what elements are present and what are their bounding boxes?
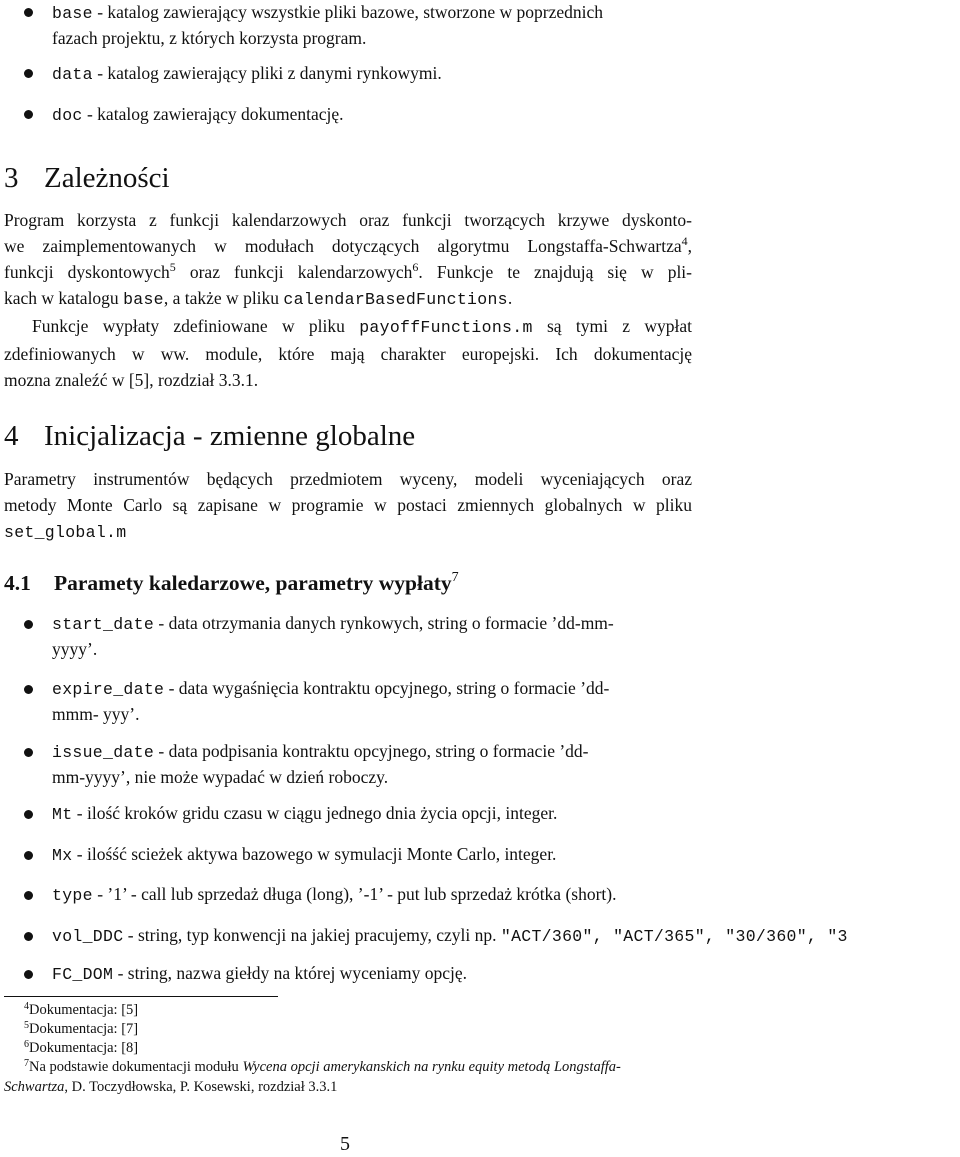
bullet-icon	[24, 69, 33, 78]
list-item-param	[52, 842, 702, 868]
param-description: - ilośść scieżek aktywa bazowego w symulacji Monte Carlo, integer.	[72, 844, 557, 864]
bullet-icon	[24, 810, 33, 819]
param-name: Mx	[52, 846, 73, 865]
dir-description: - katalog zawierający dokumentację.	[82, 104, 344, 124]
paragraph-line: Funkcje wypłaty zdefiniowane w pliku payoffFunctions.m są tymi z wypłat	[32, 316, 692, 337]
list-item-param	[52, 676, 702, 727]
footnote-text: Na podstawie dokumentacji modułu	[29, 1059, 243, 1075]
list-item-param	[52, 611, 702, 662]
footnote-ref: 5	[169, 260, 176, 274]
param-name: issue_date	[52, 743, 155, 762]
section-4-paragraph	[4, 466, 692, 546]
subsection-heading-4-1	[4, 569, 459, 597]
paragraph-line: Program korzysta z funkcji kalendarzowych oraz funkcji tworzących krzywe dyskonto-	[4, 210, 692, 230]
subsection-title: Paramety kaledarzowe, parametry wypłaty	[54, 571, 452, 595]
param-description: - ilość kroków gridu czasu w ciągu jednego dnia życia opcji, integer.	[72, 803, 558, 823]
list-item-param	[52, 961, 702, 987]
section-title: Zależności	[44, 162, 170, 194]
list-item-doc	[52, 102, 702, 128]
footnote-text: Dokumentacja: [7]	[29, 1021, 139, 1037]
footnote-5	[24, 1020, 138, 1039]
paragraph-line: we zaimplementowanych w modułach dotyczących algorytmu Longstaffa-Schwartza$^4$,	[4, 234, 692, 256]
list-item-param	[52, 882, 702, 908]
bullet-icon	[24, 110, 33, 119]
list-item-data	[52, 61, 702, 87]
paragraph-line: zdefiniowanych w ww. module, które mają charakter europejski. Ich dokumentację	[4, 344, 692, 364]
paragraph-line: funkcji dyskontowych$^5$ oraz funkcji kalendarzowych$^6$. Funkcje te znajdują się w pli-	[4, 260, 692, 282]
footnote-number: 5	[24, 1020, 29, 1031]
dir-name: data	[52, 65, 93, 84]
code-text: "ACT/360", "ACT/365", "30/360", "3	[500, 927, 848, 946]
list-item-param	[52, 801, 702, 827]
code-text: calendarBasedFunctions	[283, 290, 508, 309]
section-heading-4	[4, 419, 415, 453]
param-description: - string, nazwa giełdy na której wyceniamy opcję.	[113, 963, 467, 983]
footnote-6	[24, 1039, 138, 1058]
param-description: - data wygaśnięcia kontraktu opcyjnego, string o formacie ’dd-	[164, 678, 610, 698]
footnote-7-cont	[4, 1078, 337, 1097]
param-name: expire_date	[52, 680, 165, 699]
footnote-ref: 4	[681, 234, 688, 248]
section-heading-3	[4, 161, 170, 195]
param-description: - data otrzymania danych rynkowych, string o formacie ’dd-mm-	[154, 613, 614, 633]
dir-description: - katalog zawierający pliki z danymi rynkowymi.	[92, 63, 442, 83]
footnote-ref: 7	[451, 570, 459, 585]
paragraph-line: kach w katalogu base, a także w pliku calendarBasedFunctions.	[4, 288, 513, 309]
paragraph-line: mozna znaleźć w [5], rozdział 3.3.1.	[4, 370, 259, 390]
footnote-7	[24, 1058, 621, 1077]
bullet-icon	[24, 891, 33, 900]
param-name: start_date	[52, 615, 155, 634]
footnote-number: 4	[24, 1001, 29, 1012]
bullet-icon	[24, 851, 33, 860]
param-name: FC_DOM	[52, 965, 114, 984]
list-item-param	[52, 739, 702, 790]
footnote-text: Dokumentacja: [8]	[29, 1040, 139, 1056]
bullet-icon	[24, 620, 33, 629]
section-title: Inicjalizacja - zmienne globalne	[44, 420, 416, 452]
dir-name: base	[52, 4, 93, 23]
footnote-number: 7	[24, 1058, 29, 1069]
bullet-icon	[24, 685, 33, 694]
bullet-icon	[24, 932, 33, 941]
footnote-4	[24, 1001, 138, 1020]
param-description: - data podpisania kontraktu opcyjnego, string o formacie ’dd-	[154, 741, 589, 761]
paragraph-line: metody Monte Carlo są zapisane w programie w postaci zmiennych globalnych w pliku	[4, 495, 692, 515]
param-description: - ’1’ - call lub sprzedaż długa (long), ’-1’ - put lub sprzedaż krótka (short).	[92, 884, 617, 904]
footnote-title: Schwartza	[4, 1079, 65, 1095]
param-name: Mt	[52, 805, 73, 824]
paragraph-line: Parametry instrumentów będących przedmiotem wyceny, modeli wyceniających oraz	[4, 469, 692, 489]
footnote-divider	[4, 996, 278, 997]
subsection-number: 4.1	[4, 571, 31, 595]
bullet-icon	[24, 8, 33, 17]
list-item-base	[52, 0, 702, 51]
dir-description-cont: fazach projektu, z których korzysta program.	[52, 28, 367, 48]
bullet-icon	[24, 970, 33, 979]
param-description-cont: mm-yyyy’, nie może wypadać w dzień roboczy.	[52, 767, 389, 787]
paragraph-line	[4, 518, 692, 546]
dir-name: doc	[52, 106, 83, 125]
list-item-param	[52, 923, 960, 949]
footnote-text: Dokumentacja: [5]	[29, 1002, 139, 1018]
param-description-cont: mmm- yyy’.	[52, 704, 140, 724]
section-number: 4	[4, 420, 19, 452]
dir-description: - katalog zawierający wszystkie pliki bazowe, stworzone w poprzednich	[92, 2, 604, 22]
bullet-icon	[24, 748, 33, 757]
code-text: set_global.m	[4, 523, 127, 542]
page-number: 5	[340, 1133, 350, 1155]
param-name: vol_DDC	[52, 927, 124, 946]
footnote-title: Wycena opcji amerykanskich na rynku equity metodą Longstaffa-	[242, 1059, 621, 1075]
code-text: payoffFunctions.m	[359, 318, 533, 337]
footnote-ref: 6	[412, 260, 419, 274]
section-number: 3	[4, 162, 19, 194]
param-name: type	[52, 886, 93, 905]
param-description-cont: yyyy’.	[52, 639, 98, 659]
code-text: base	[123, 290, 164, 309]
footnote-text: , D. Toczydłowska, P. Kosewski, rozdział 3.3.1	[64, 1079, 338, 1095]
section-3-paragraph	[4, 207, 692, 393]
footnote-number: 6	[24, 1039, 29, 1050]
param-description: - string, typ konwencji na jakiej pracujemy, czyli np.	[123, 925, 501, 945]
